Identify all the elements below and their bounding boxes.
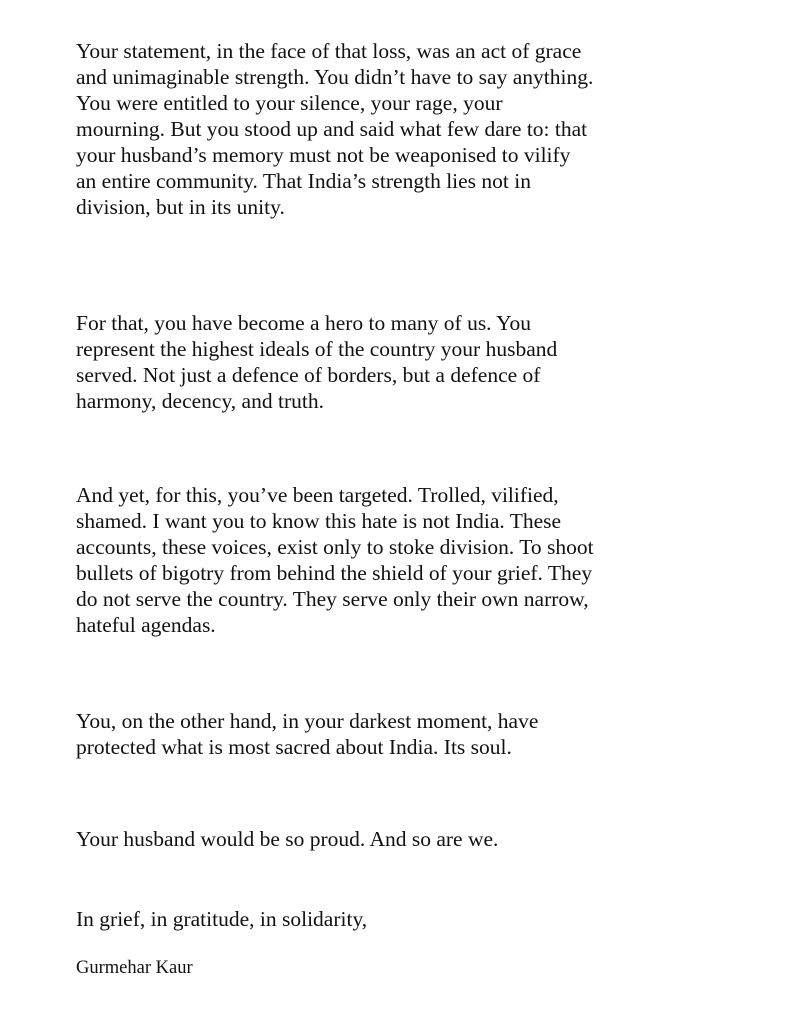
text-line: your husband’s memory must not be weaponised to vilify xyxy=(76,143,571,167)
text-line: an entire community. That India’s strength lies not in xyxy=(76,169,531,193)
paragraph-statement xyxy=(76,38,776,220)
text-line: harmony, decency, and truth. xyxy=(76,389,324,413)
text-line: hateful agendas. xyxy=(76,613,216,637)
paragraph-hero xyxy=(76,310,776,414)
paragraph-soul xyxy=(76,708,776,760)
text-line: served. Not just a defence of borders, but a defence of xyxy=(76,363,541,387)
text-line: Your statement, in the face of that loss, was an act of grace xyxy=(76,39,582,63)
text-line: represent the highest ideals of the country your husband xyxy=(76,337,558,361)
text-line: Your husband would be so proud. And so are we. xyxy=(76,827,499,851)
text-line: division, but in its unity. xyxy=(76,195,285,219)
paragraph-targeted xyxy=(76,482,776,638)
paragraph-closing xyxy=(76,906,776,932)
text-line: bullets of bigotry from behind the shield of your grief. They xyxy=(76,561,593,585)
text-line: shamed. I want you to know this hate is not India. These xyxy=(76,509,562,533)
text-line: accounts, these voices, exist only to stoke division. To shoot xyxy=(76,535,594,559)
text-line: do not serve the country. They serve only their own narrow, xyxy=(76,587,589,611)
text-line: You, on the other hand, in your darkest moment, have xyxy=(76,709,539,733)
text-line: protected what is most sacred about India. Its soul. xyxy=(76,735,512,759)
text-line: mourning. But you stood up and said what few dare to: that xyxy=(76,117,588,141)
text-line: In grief, in gratitude, in solidarity, xyxy=(76,907,368,931)
text-line: And yet, for this, you’ve been targeted. Trolled, vilified, xyxy=(76,483,559,507)
signature-name: Gurmehar Kaur xyxy=(76,958,193,978)
text-line: For that, you have become a hero to many of us. You xyxy=(76,311,532,335)
text-line: You were entitled to your silence, your rage, your xyxy=(76,91,503,115)
paragraph-proud xyxy=(76,826,776,852)
text-line: and unimaginable strength. You didn’t have to say anything. xyxy=(76,65,594,89)
